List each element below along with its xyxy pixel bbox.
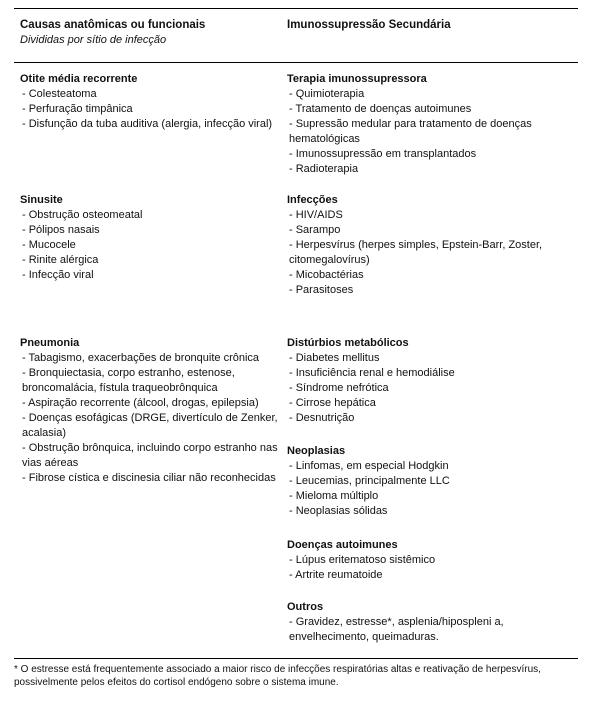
section-neoplasias — [287, 444, 569, 519]
right-header — [287, 18, 569, 33]
section-title: Neoplasias — [287, 445, 346, 457]
list-item: - Lúpus eritematoso sistêmico — [289, 554, 436, 566]
bottom-rule — [14, 658, 578, 659]
list-item: - Neoplasias sólidas — [289, 505, 388, 517]
header-rule — [14, 62, 578, 63]
list-item: - Imunossupressão em transplantados — [289, 148, 477, 160]
list-item: - Sarampo — [289, 224, 341, 236]
list-item: - Disfunção da tuba auditiva (alergia, infecção viral) — [22, 118, 273, 130]
footnote: * O estresse está frequentemente associado a maior risco de infecções respiratórias altas e reativação de herpesvírus, possivelmente pelos efeitos do cortisol endógeno sobre o sistema imune. — [14, 664, 541, 688]
list-item: - Cirrose hepática — [289, 397, 376, 409]
section-title: Pneumonia — [20, 337, 80, 349]
list-item: - HIV/AIDS — [289, 209, 343, 221]
list-item: - Infecção viral — [22, 269, 94, 281]
section-outros — [287, 600, 569, 645]
list-item: - Herpesvírus (herpes simples, Epstein-Barr, Zoster, citomegalovírus) — [289, 239, 543, 266]
list-item: - Micobactérias — [289, 269, 364, 281]
top-rule — [14, 8, 578, 9]
list-item: - Gravidez, estresse*, asplenia/hipospleni a, envelhecimento, queimaduras. — [289, 616, 504, 643]
section-terapia-imunossupressora — [287, 72, 569, 177]
list-item: - Rinite alérgica — [22, 254, 99, 266]
list-item: - Doenças esofágicas (DRGE, divertículo de Zenker, acalasia) — [22, 412, 278, 439]
section-title: Otite média recorrente — [20, 73, 138, 85]
list-item: - Mieloma múltiplo — [289, 490, 379, 502]
list-item: - Parasitoses — [289, 284, 354, 296]
section-title: Doenças autoimunes — [287, 539, 398, 551]
list-item: - Supressão medular para tratamento de doenças hematológicas — [289, 118, 532, 145]
left-header-title: Causas anatômicas ou funcionais — [20, 19, 206, 31]
left-header-subtitle: Divididas por sítio de infecção — [20, 34, 167, 46]
list-item: - Diabetes mellitus — [289, 352, 380, 364]
section-otite — [20, 72, 280, 132]
left-header — [20, 18, 280, 48]
list-item: - Obstrução osteomeatal — [22, 209, 143, 221]
list-item: - Artrite reumatoide — [289, 569, 383, 581]
section-title: Distúrbios metabólicos — [287, 337, 409, 349]
list-item: - Aspiração recorrente (álcool, drogas, epilepsia) — [22, 397, 259, 409]
section-sinusite — [20, 193, 280, 283]
list-item: - Pólipos nasais — [22, 224, 100, 236]
right-header-title: Imunossupressão Secundária — [287, 19, 451, 31]
list-item: - Obstrução brônquica, incluindo corpo estranho nas vias aéreas — [22, 442, 278, 469]
list-item: - Desnutrição — [289, 412, 355, 424]
section-title: Outros — [287, 601, 324, 613]
section-doencas-autoimunes — [287, 538, 569, 583]
section-title: Infecções — [287, 194, 338, 206]
list-item: - Colesteatoma — [22, 88, 97, 100]
list-item: - Bronquiectasia, corpo estranho, estenose, broncomalácia, fístula traqueobrônquica — [22, 367, 235, 394]
list-item: - Quimioterapia — [289, 88, 365, 100]
section-title: Terapia imunossupressora — [287, 73, 427, 85]
section-title: Sinusite — [20, 194, 63, 206]
list-item: - Linfomas, em especial Hodgkin — [289, 460, 449, 472]
list-item: - Tabagismo, exacerbações de bronquite crônica — [22, 352, 260, 364]
list-item: - Mucocele — [22, 239, 76, 251]
section-disturbios-metabolicos — [287, 336, 569, 426]
list-item: - Insuficiência renal e hemodiálise — [289, 367, 455, 379]
list-item: - Radioterapia — [289, 163, 359, 175]
right-column — [287, 18, 569, 643]
section-infeccoes — [287, 193, 569, 298]
left-column — [20, 18, 280, 484]
list-item: - Fibrose cística e discinesia ciliar não reconhecidas — [22, 472, 276, 484]
list-item: - Tratamento de doenças autoimunes — [289, 103, 472, 115]
list-item: - Síndrome nefrótica — [289, 382, 389, 394]
list-item: - Perfuração timpânica — [22, 103, 133, 115]
list-item: - Leucemias, principalmente LLC — [289, 475, 450, 487]
section-pneumonia — [20, 336, 280, 486]
